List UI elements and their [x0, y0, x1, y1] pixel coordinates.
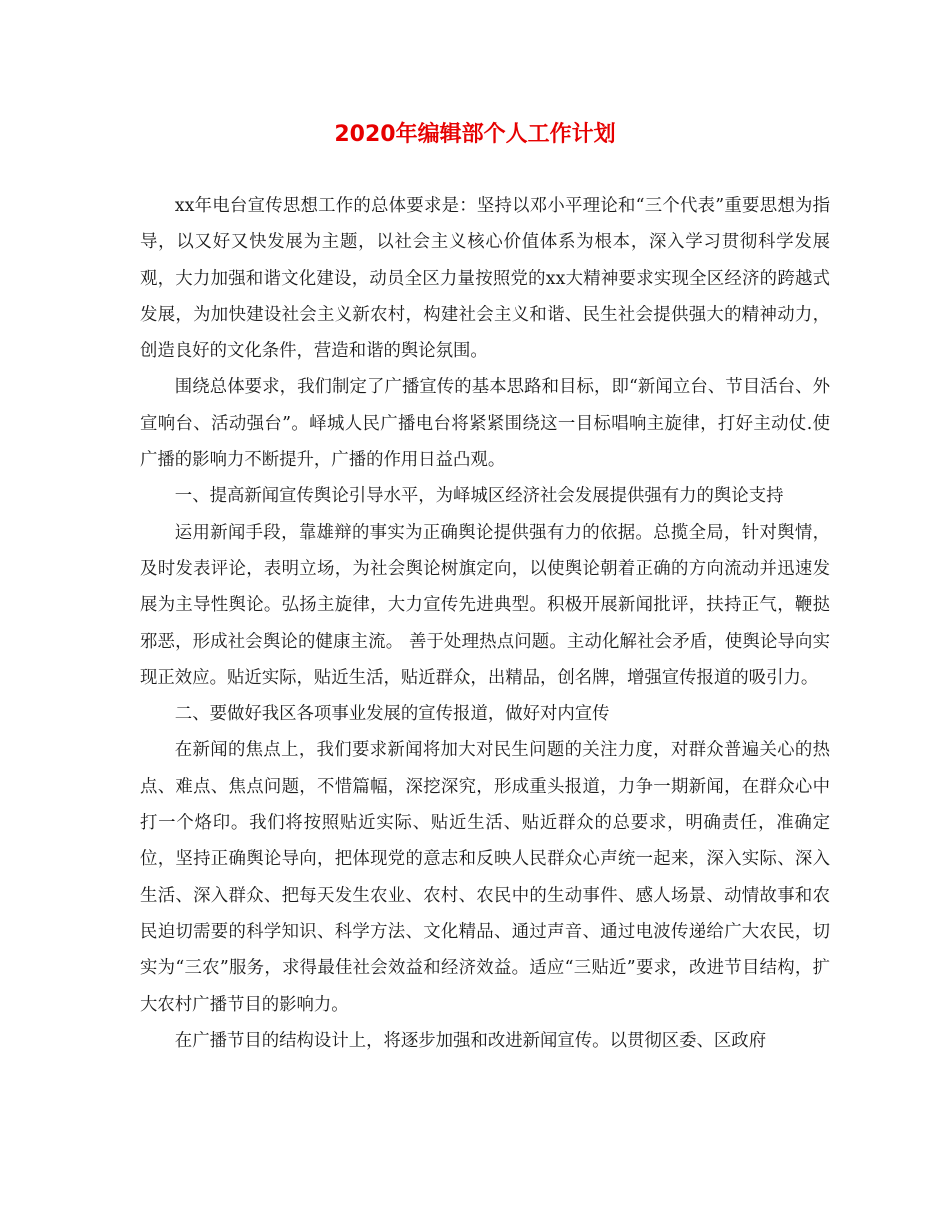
- section-heading: 二、要做好我区各项事业发展的宣传报道，做好对内宣传: [174, 704, 610, 725]
- paragraph: 围绕总体要求，我们制定了广播宣传的基本思路和目标，即“新闻立台、节目活台、外宣响台、活动强台”。峄城人民广播电台将紧紧围绕这一目标唱响主旋律，打好主动仗.使广播的影响力不断提升，广播的作用日益凸观。: [140, 377, 830, 471]
- document-title: 2020年编辑部个人工作计划: [334, 122, 616, 147]
- paragraph: 在广播节目的结构设计上，将逐步加强和改进新闻宣传。以贯彻区委、区政府: [174, 1030, 767, 1051]
- paragraph: 在新闻的焦点上，我们要求新闻将加大对民生问题的关注力度，对群众普遍关心的热点、难点、焦点问题，不惜篇幅，深挖深究，形成重头报道，力争一期新闻，在群众心中打一个烙印。我们将按照贴近实际、贴近生活、贴近群众的总要求，明确责任，准确定位，坚持正确舆论导向，把体现党的意志和反映人民群众心声统一起来，深入实际、深入生活、深入群众、把每天发生农业、农村、农民中的生动事件、感人场景、动情故事和农民迫切需要的科学知识、科学方法、文化精品、通过声音、通过电波传递给广大农民，切实为“三农”服务，求得最佳社会效益和经济效益。适应“三贴近”要求，改进节目结构，扩大农村广播节目的影响力。: [140, 740, 830, 1015]
- paragraph: 运用新闻手段，靠雄辩的事实为正确舆论提供强有力的依据。总揽全局，针对舆情，及时发表评论，表明立场，为社会舆论树旗定向，以使舆论朝着正确的方向流动并迅速发展为主导性舆论。弘扬主旋律，大力宣传先进典型。积极开展新闻批评，扶持正气，鞭挞邪恶，形成社会舆论的健康主流。 善于处理热点问题。主动化解社会矛盾，使舆论导向实现正效应。贴近实际，贴近生活，贴近群众，出精品，创名牌，增强宣传报道的吸引力。: [140, 522, 830, 688]
- document-body: [140, 188, 830, 1059]
- section-heading: 一、提高新闻宣传舆论引导水平，为峄城区经济社会发展提供强有力的舆论支持: [174, 486, 784, 507]
- paragraph: xx年电台宣传思想工作的总体要求是：坚持以邓小平理论和“三个代表”重要思想为指导，以又好又快发展为主题，以社会主义核心价值体系为根本，深入学习贯彻科学发展观，大力加强和谐文化建设，动员全区力量按照党的xx大精神要求实现全区经济的跨越式发展，为加快建设社会主义新农村，构建社会主义和谐、民生社会提供强大的精神动力，创造良好的文化条件，营造和谐的舆论氛围。: [140, 196, 830, 362]
